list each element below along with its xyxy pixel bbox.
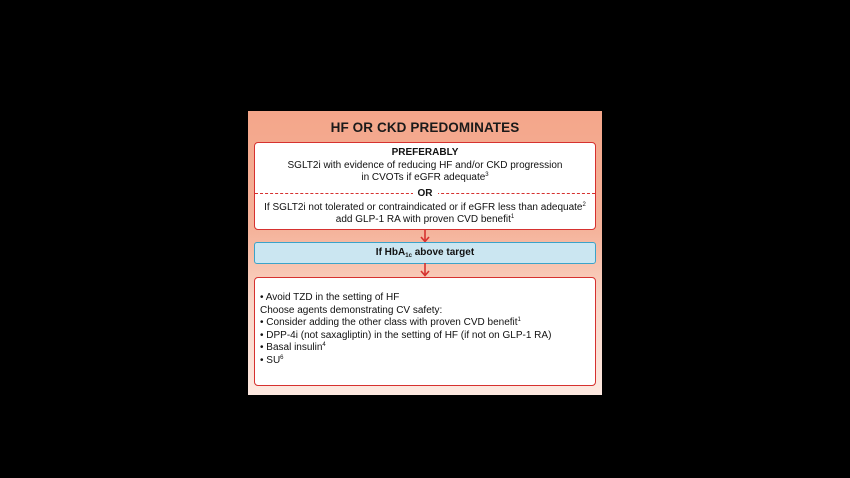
down-arrow-icon <box>419 229 431 243</box>
recommendation-item <box>260 355 590 368</box>
flowchart-panel <box>248 111 602 395</box>
footnote-ref: 1 <box>517 317 521 324</box>
recommendation-list <box>260 292 590 368</box>
hba1c-suffix: above target <box>411 247 475 258</box>
recommendation-text: • SU <box>260 354 281 366</box>
recommendation-item <box>260 305 590 318</box>
alternative-text-line-2-main: add GLP-1 RA with proven CVD benefit <box>335 214 511 225</box>
hba1c-condition-box <box>254 242 596 264</box>
footnote-ref: 3 <box>485 172 489 178</box>
preferred-text-line-2 <box>255 172 595 184</box>
hba1c-subscript: 1c <box>405 253 412 259</box>
footnote-ref: 2 <box>582 202 586 208</box>
hba1c-prefix: If HbA <box>375 247 406 258</box>
recommendation-text: Choose agents demonstrating CV safety: <box>260 304 443 316</box>
recommendations-box <box>254 277 596 386</box>
recommendation-item <box>260 342 590 355</box>
recommendation-item <box>260 317 590 330</box>
or-label-text: OR <box>413 188 438 199</box>
recommendation-item <box>260 292 590 305</box>
footnote-ref: 6 <box>280 354 284 361</box>
alternative-text-line-1 <box>255 202 595 214</box>
alternative-text-line-1-main: If SGLT2i not tolerated or contraindicated or if eGFR less than adequate <box>264 202 583 213</box>
panel-title: HF OR CKD PREDOMINATES <box>330 120 520 135</box>
preferably-heading: PREFERABLY <box>391 147 459 158</box>
or-label <box>255 188 595 200</box>
footnote-ref: 4 <box>322 342 326 349</box>
preferred-treatment-box <box>254 142 596 230</box>
hba1c-condition-text <box>255 247 595 259</box>
recommendation-text: • Consider adding the other class with proven CVD benefit <box>260 317 518 329</box>
recommendation-text: • Basal insulin <box>260 342 323 354</box>
preferred-text-line-1: SGLT2i with evidence of reducing HF and/or CKD progression <box>287 160 563 171</box>
recommendation-text: • Avoid TZD in the setting of HF <box>260 292 400 303</box>
recommendation-text: • DPP-4i (not saxagliptin) in the setting of HF (if not on GLP-1 RA) <box>260 329 552 341</box>
alternative-text-line-2 <box>255 214 595 226</box>
recommendation-item <box>260 330 590 343</box>
down-arrow-icon <box>419 263 431 277</box>
footnote-ref: 1 <box>510 214 515 220</box>
preferred-text-line-2-main: in CVOTs if eGFR adequate <box>361 172 486 183</box>
